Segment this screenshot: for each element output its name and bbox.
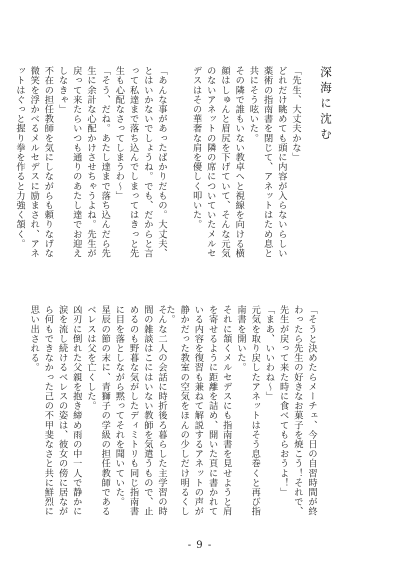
paragraph: 星辰の節の末に、青獅子の学級の担任教師であるベレスは父を亡くした。 [84,305,111,517]
upper-right-text-block [176,66,302,266]
page-number: - 9 - [187,540,213,551]
paragraph: 「まあ、いいわね～」 [263,305,275,401]
upper-left-text-block [13,66,168,266]
paragraph: どれだけ眺めても頭に内容が入らないらしい薬術の指南書を閉じて、アネットはため息と共にそう呟いた。 [247,66,287,258]
lower-right-text-block [163,305,318,517]
paragraph: そんな二人の会話に時折後ろ暮らした主学習の時間の雑談はこにはいない教師を気遣うもので、止めるのも野暮な気がしたディミトリも同じ指南書に目を落としながら黙ってそれを聞いていた。 [113,305,167,517]
paragraph: その隣で誰もいない教卓へと視線を向ける横顔はしゅんと眉尻を下げていて、そんな元気のないアネットの隣の席についていたメルセデスはその華奢な肩を優しく叩いた。 [190,66,245,258]
paragraph: 元気を取り戻したアネットはそう息巻くと再び指南書を開いた。 [234,305,261,517]
paragraph: 「先生、大丈夫かな」 [290,66,301,162]
lower-left-text-block [28,305,168,517]
paragraph: それに頷くメルセデスにも指南書を見せようと肩を寄せるように距離を詰め、開いた頁に書かれている内容を復習も兼ねて解説するアネットの声が静かだった教室の空気をほんの少しだけ明るくした。 [163,305,232,517]
paragraph: 不在の担任教師を気にしながらも頼りなげな微笑を浮かべるメルセデスに励まされ、アネットはぐっと握り拳を作ると力強く頷く。 [13,66,54,258]
paragraph: 「そう、だね。あたし達まで落ち込んだら先生に余計な心配かけさせちゃうよね。先生が戻って来たらいつも通りのあたし達でお迎えしなきゃ」 [56,66,111,258]
paragraph: 「そうと決めたらメーチェ、今日の自習時間が終わったら先生の好きなお菓子を焼こう！それで、先生が戻って来た時に食べてもらおうよ！」 [277,305,317,517]
paragraph: 凶刃に倒れた父親を抱き締め雨の中一人で静かに涙を流し続けるベレスの姿は、彼女の傍に居ながら何もできなかった己の不甲斐なさと共に鮮烈に思い出される。 [28,305,82,517]
chapter-title: 深海に沈む [319,66,333,144]
paragraph: 「あんな事があったばかりだもの。大丈夫、とはいかないでしょうね。でも、だからと言って私達まで落ち込んでしまってはきっと先生も心配なさってしまうわ～」 [113,66,167,258]
